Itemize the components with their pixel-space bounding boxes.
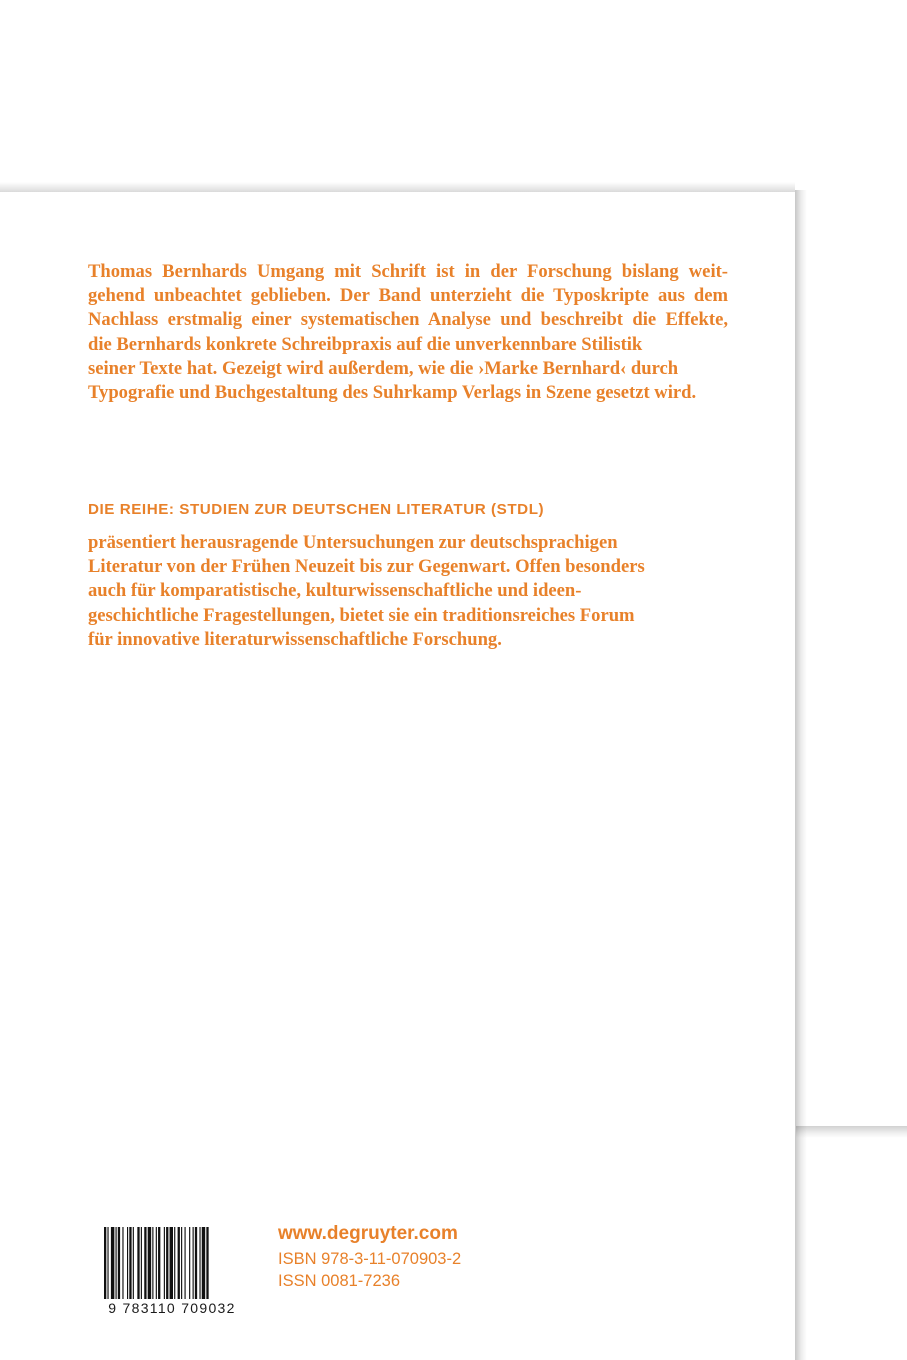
barcode-bar — [133, 1227, 134, 1299]
series-line: präsentiert herausragende Untersuchungen zur deutschsprachigen — [88, 532, 618, 553]
barcode-bar — [181, 1227, 182, 1299]
barcode-bars — [104, 1227, 240, 1299]
description-line: seiner Texte hat. Gezeigt wird außerdem, wie die ›Marke Bernhard‹ durch — [88, 357, 679, 379]
description-line: Nachlass erstmalig einer systematischen Analyse und beschreibt die Effekte, — [88, 309, 728, 331]
barcode-bar — [111, 1227, 114, 1299]
barcode-bar — [152, 1227, 153, 1299]
series-heading: DIE REIHE: STUDIEN ZUR DEUTSCHEN LITERATUR (STDL) — [88, 501, 545, 518]
barcode-bar — [137, 1227, 139, 1299]
barcode-bar — [107, 1227, 108, 1299]
barcode-bar — [158, 1227, 160, 1299]
isbn-number: ISBN 978-3-11-070903-2 — [278, 1250, 462, 1268]
description-line: gehend unbeachtet geblieben. Der Band unterzieht die Typoskripte aus dem — [88, 285, 728, 307]
barcode-bar — [164, 1227, 165, 1299]
series-line: auch für komparatistische, kulturwissenschaftliche und ideen- — [88, 580, 582, 602]
publisher-info — [278, 1222, 461, 1292]
description-line: die Bernhards konkrete Schreibpraxis auf die unverkennbare Stilistik — [88, 333, 643, 355]
barcode-bar — [206, 1227, 208, 1299]
barcode-bar — [129, 1227, 131, 1299]
barcode-bar — [185, 1227, 186, 1299]
series-description — [88, 531, 658, 652]
isbn-barcode — [92, 1217, 252, 1325]
barcode-digits: 9 783110 709032 — [108, 1300, 236, 1316]
barcode-bar — [122, 1227, 123, 1299]
barcode-bar — [199, 1227, 200, 1299]
description-line: Thomas Bernhards Umgang mit Schrift ist in der Forschung bislang weit- — [88, 261, 728, 282]
barcode-bar — [170, 1227, 173, 1299]
publisher-url-link[interactable]: www.degruyter.com — [278, 1223, 458, 1244]
shelf-shadow — [796, 1126, 907, 1138]
barcode-bar — [116, 1227, 117, 1299]
series-line: Literatur von der Frühen Neuzeit bis zur Gegenwart. Offen besonders — [88, 556, 645, 578]
barcode-bar — [118, 1227, 120, 1299]
series-line: geschichtliche Fragestellungen, bietet sie ein traditionsreiches Forum — [88, 604, 635, 626]
barcode-bar — [178, 1227, 180, 1299]
barcode-bar — [195, 1227, 197, 1299]
barcode-bar — [174, 1227, 175, 1299]
barcode-bar — [202, 1227, 205, 1299]
barcode-bar — [104, 1227, 106, 1299]
barcode-bar — [166, 1227, 168, 1299]
page-right-shadow — [795, 190, 807, 1360]
barcode-bar — [189, 1227, 190, 1299]
barcode-bar — [156, 1227, 157, 1299]
issn-number: ISSN 0081-7236 — [278, 1272, 401, 1290]
barcode-bar — [127, 1227, 128, 1299]
description-line: Typografie und Buchgestaltung des Suhrkamp Verlags in Szene gesetzt wird. — [88, 382, 697, 404]
barcode-bar — [141, 1227, 142, 1299]
barcode-bar — [193, 1227, 194, 1299]
barcode-bar — [148, 1227, 151, 1299]
back-cover — [0, 192, 795, 1360]
book-description — [88, 260, 728, 405]
barcode-bar — [144, 1227, 146, 1299]
series-line: für innovative literaturwissenschaftliche Forschung. — [88, 628, 502, 650]
